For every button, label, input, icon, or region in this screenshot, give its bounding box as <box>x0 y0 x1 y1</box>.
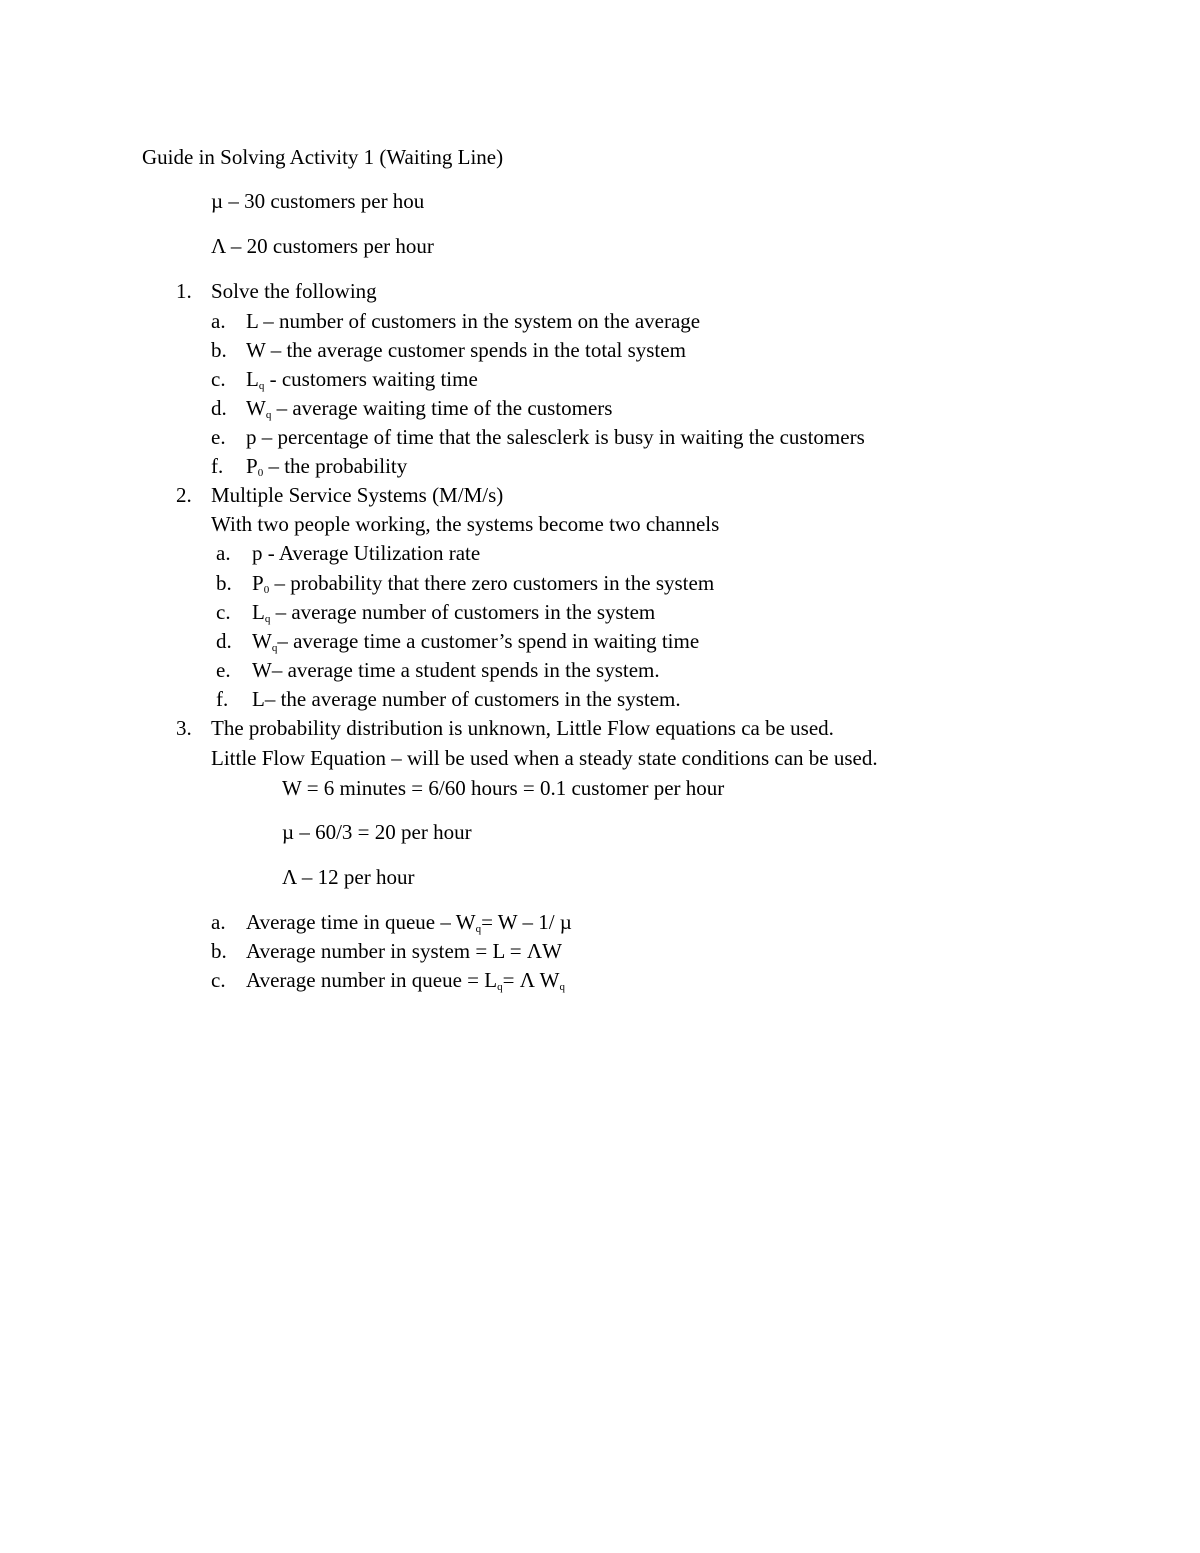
section-1-item-b: W – the average customer spends in the total system <box>246 338 686 362</box>
section-3-heading: The probability distribution is unknown, Little Flow equations ca be used. <box>211 716 834 740</box>
section-1-heading: Solve the following <box>211 279 377 303</box>
section-2-item-a: p - Average Utilization rate <box>252 541 481 565</box>
section-1-item-f: $P_0$ – the probability <box>246 454 408 479</box>
document-title: Guide in Solving Activity 1 (Waiting Line) <box>142 145 504 169</box>
section-3-item-c: Average number in queue = $L_q= \Lambda$ $W_q$ <box>246 968 565 993</box>
section-2-item-c: $L_q$ – average number of customers in the system <box>252 600 656 625</box>
section-3-number: 3. <box>176 716 192 740</box>
section-1-item-letter: c. <box>211 367 226 391</box>
section-2-item-letter: b. <box>216 571 232 595</box>
equation-w: W = 6 minutes = 6/60 hours = 0.1 customer per hour <box>282 776 725 800</box>
section-2-item-d: $W_q-$ average time a customer’s spend in waiting time <box>252 629 700 654</box>
section-1-item-letter: f. <box>211 454 224 478</box>
section-1-item-c: $L_q$ - customers waiting time <box>246 367 478 392</box>
section-2-subheading: With two people working, the systems become two channels <box>211 512 720 536</box>
section-2-item-letter: d. <box>216 629 232 653</box>
section-3-item-letter: b. <box>211 939 227 963</box>
section-2-item-e: W– average time a student spends in the system. <box>252 658 660 682</box>
section-2-item-f: L– the average number of customers in the system. <box>252 687 681 711</box>
section-1-number: 1. <box>176 279 192 303</box>
section-1-item-a: L – number of customers in the system on the average <box>246 309 701 333</box>
section-3-subheading: Little Flow Equation – will be used when a steady state conditions can be used. <box>211 746 878 770</box>
section-1-item-letter: e. <box>211 425 226 449</box>
given-arrival-rate: Λ – 20 customers per hour <box>211 234 434 258</box>
section-2-item-b: $P_0$ – probability that there zero customers in the system <box>252 571 715 596</box>
section-2-item-letter: f. <box>216 687 229 711</box>
section-1-item-letter: d. <box>211 396 227 420</box>
section-2-heading: Multiple Service Systems (M/M/s) <box>211 483 504 507</box>
section-3-item-letter: c. <box>211 968 226 992</box>
section-2-number: 2. <box>176 483 192 507</box>
section-3-item-b: Average number in system = L = ΛW <box>246 939 562 963</box>
equation-mu: µ – 60/3 = 20 per hour <box>282 820 472 844</box>
section-1-item-d: $W_q$ – average waiting time of the customers <box>246 396 613 421</box>
section-1-item-letter: b. <box>211 338 227 362</box>
section-3-item-a: Average time in queue – $W_q= W - 1/$ µ <box>246 910 572 935</box>
given-service-rate: µ – 30 customers per hou <box>211 189 425 213</box>
section-1-item-e: p – percentage of time that the salesclerk is busy in waiting the customers <box>246 425 865 449</box>
section-1-item-letter: a. <box>211 309 226 333</box>
equation-lambda: Λ – 12 per hour <box>282 865 415 889</box>
section-2-item-letter: c. <box>216 600 231 624</box>
section-2-item-letter: e. <box>216 658 231 682</box>
section-3-item-letter: a. <box>211 910 226 934</box>
section-2-item-letter: a. <box>216 541 231 565</box>
